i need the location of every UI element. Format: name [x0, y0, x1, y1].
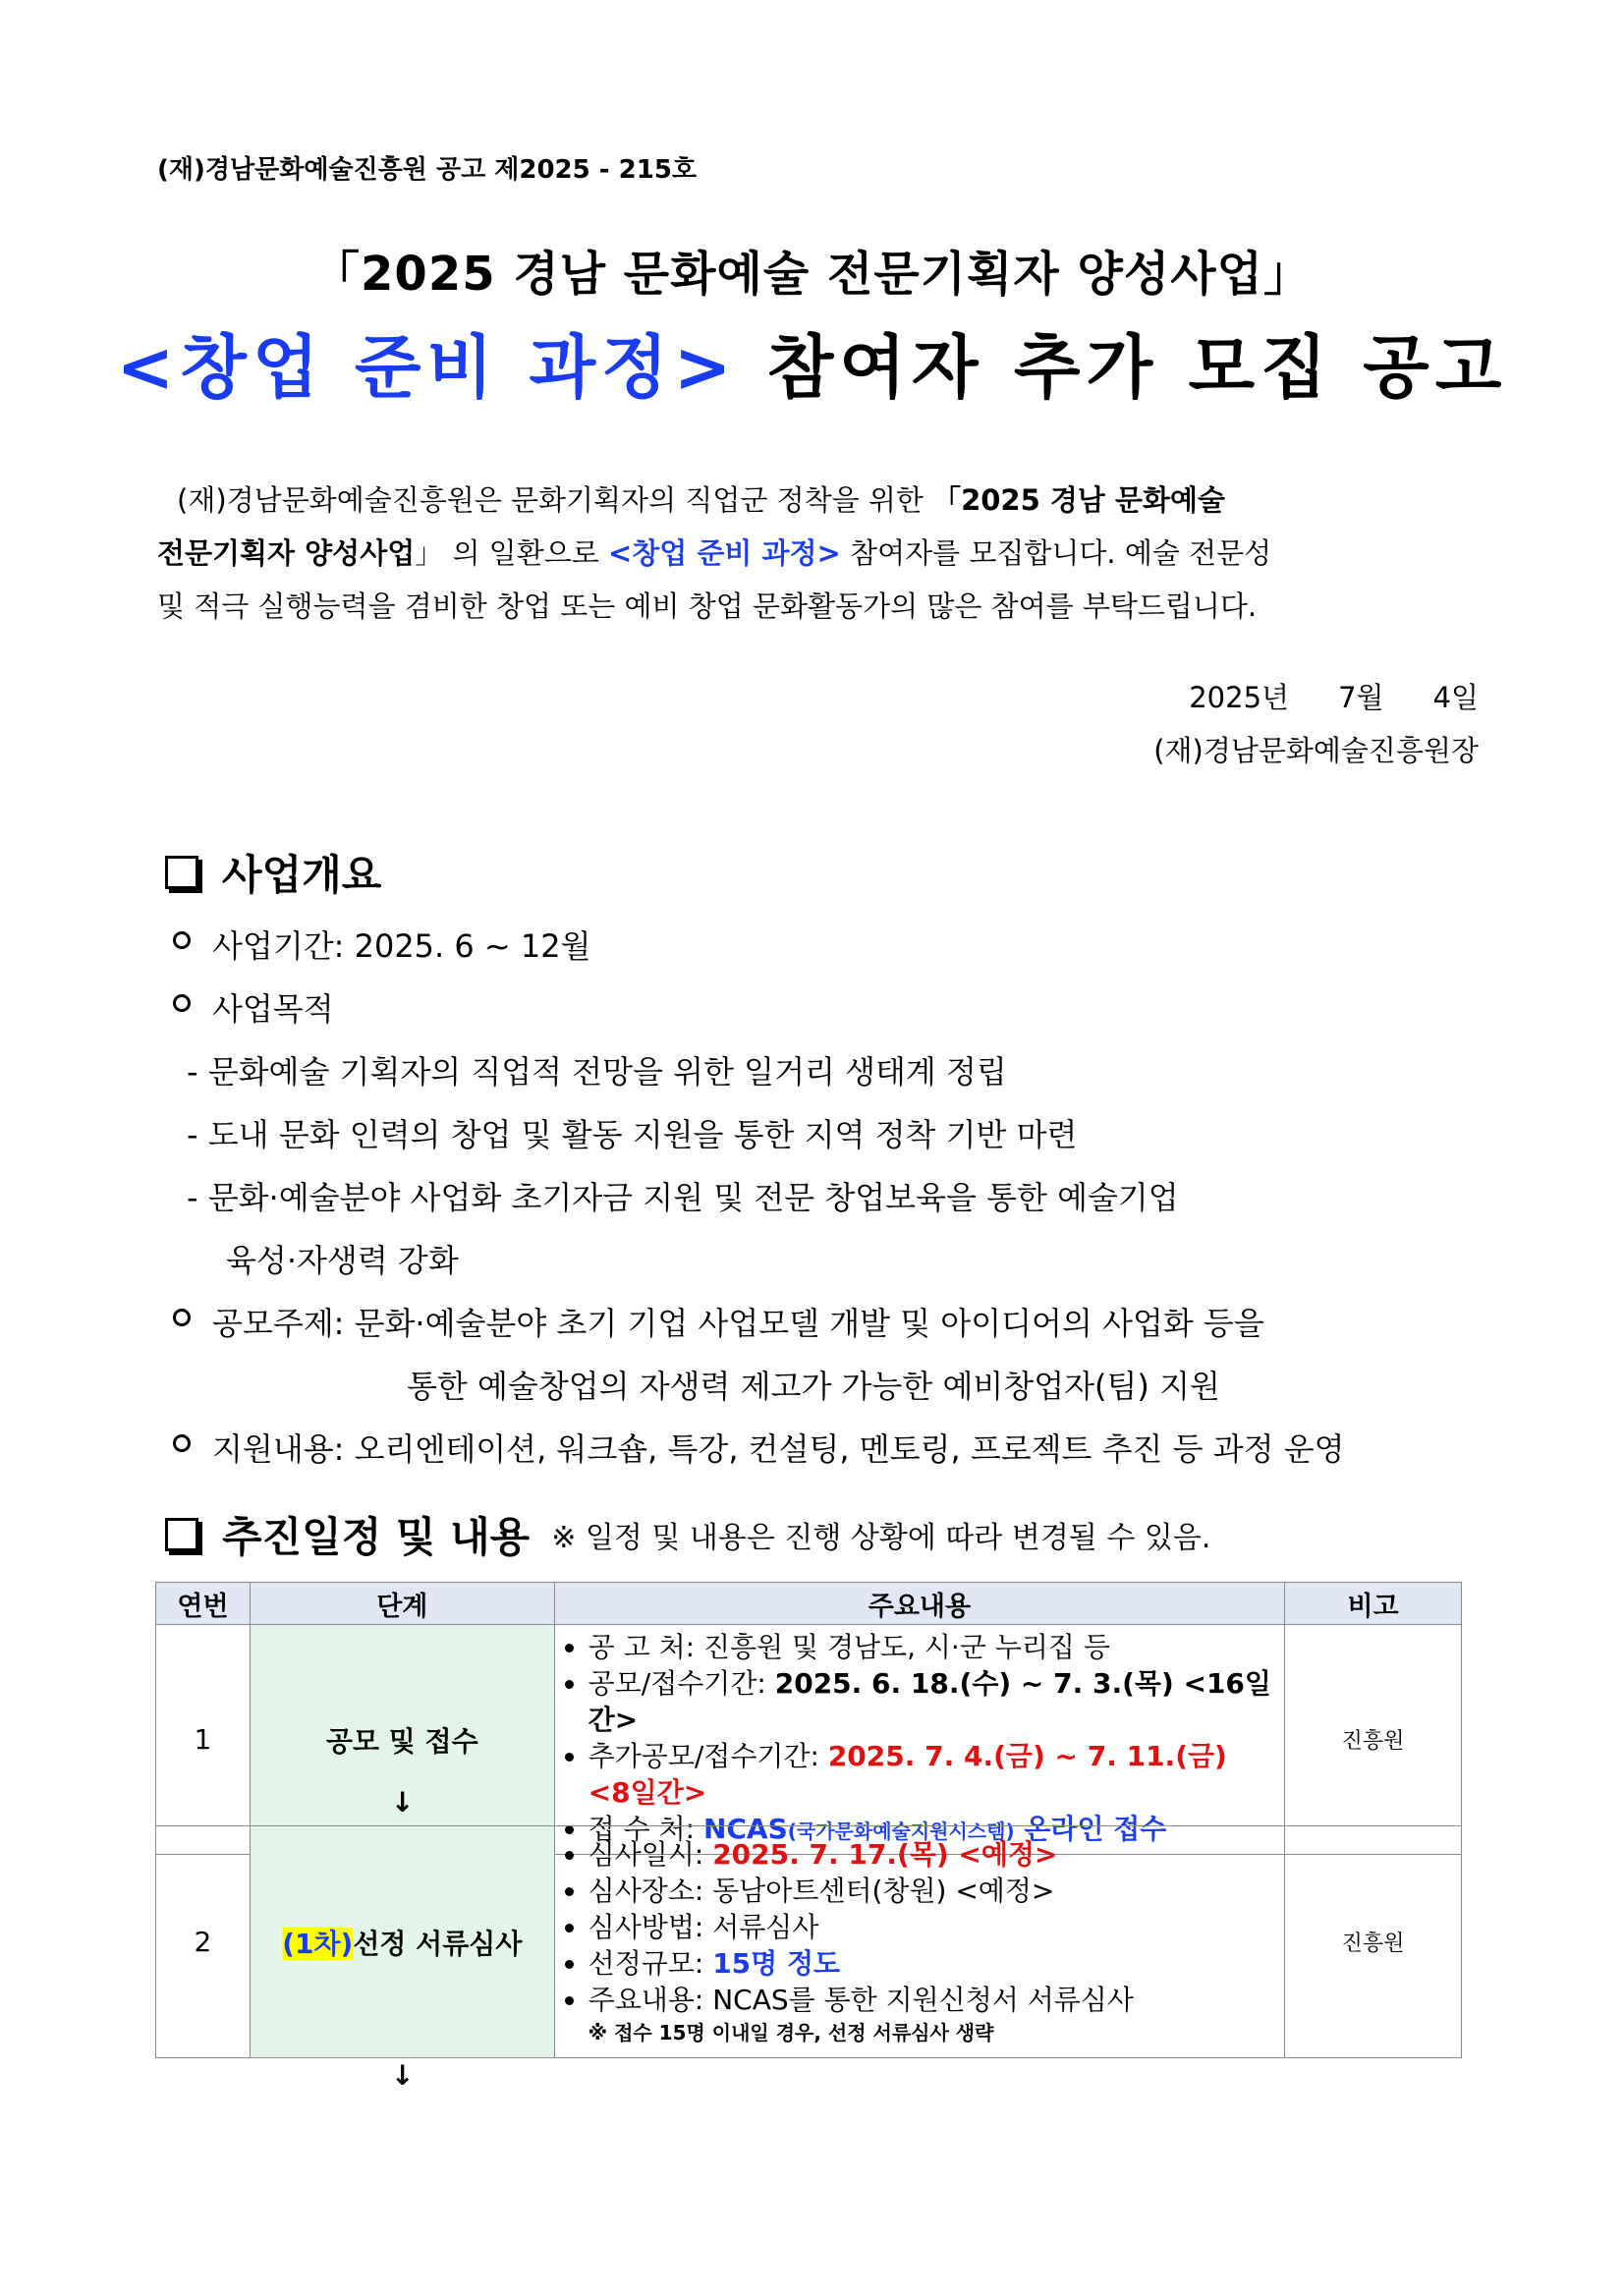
row-number: 2 — [156, 1826, 251, 2058]
intro-text: 」 의 일환으로 — [415, 536, 608, 570]
bullet-period — [173, 922, 591, 967]
title-line-2-rest: 참여자 추가 모집 공고 — [737, 327, 1508, 408]
content-item: • 심사장소: 동남아트센터(창원) <예정> — [588, 1873, 1274, 1909]
down-arrow-icon: ↓ — [391, 1786, 415, 1819]
date-year: 2025년 — [1189, 681, 1290, 714]
intro-paragraph — [157, 474, 1479, 633]
row-stage: 공모 및 접수 — [250, 1625, 554, 1855]
bullet-text: 지원내용: 오리엔테이션, 워크숍, 특강, 컨설팅, 멘토링, 프로젝트 추진 등 과정 운영 — [212, 1430, 1345, 1468]
content-item — [588, 1738, 1274, 1811]
section-title: 사업개요 — [222, 851, 382, 899]
column-header: 단계 — [250, 1583, 554, 1625]
schedule-table-cont — [155, 1825, 1462, 2058]
purpose-item: - 도내 문화 인력의 창업 및 활동 지원을 통한 지역 정착 기반 마련 — [187, 1116, 1078, 1153]
content-value-highlight: 온라인 접수 — [1014, 1813, 1167, 1845]
date-day: 4일 — [1432, 681, 1479, 714]
theme-cont: 통한 예술창업의 자생력 제고가 가능한 예비창업자(팀) 지원 — [407, 1368, 1220, 1405]
bullet-theme — [173, 1299, 1264, 1344]
circle-bullet-icon — [173, 1434, 191, 1452]
table-row — [156, 1826, 1462, 2058]
announcement-date — [1189, 676, 1479, 716]
notice-number: (재)경남문화예술진흥원 공고 제2025 - 215호 — [157, 155, 698, 185]
bullet-support — [173, 1425, 1345, 1470]
content-label: 추가공모/접수기간: — [588, 1740, 828, 1772]
row-remark: 진흥원 — [1285, 1625, 1462, 1855]
table-header-row — [156, 1583, 1462, 1625]
checkbox-square-icon — [165, 856, 198, 889]
intro-project-name-cont: 전문기획자 양성사업 — [157, 536, 416, 570]
column-header: 주요내용 — [554, 1583, 1284, 1625]
content-item — [588, 1665, 1274, 1738]
row-stage — [250, 1826, 554, 2058]
intro-text: (재)경남문화예술진흥원은 문화기획자의 직업군 정착을 위한 — [177, 483, 933, 517]
content-value-highlight: 2025. 7. 4.(금) ~ 7. 11.(금) <8일간> — [588, 1740, 1227, 1809]
content-item — [588, 1945, 1274, 1982]
intro-line-2 — [157, 527, 1479, 580]
purpose-item-cont: 육성·자생력 강화 — [226, 1242, 459, 1279]
content-value-highlight: 2025. 7. 17.(목) <예정> — [712, 1838, 1058, 1871]
content-item: • 주요내용: NCAS를 통한 지원신청서 서류심사 — [588, 1982, 1274, 2018]
title-line-1: 「2025 경남 문화예술 전문기획자 양성사업」 — [312, 247, 1312, 302]
intro-program-name: <창업 준비 과정> — [607, 536, 841, 570]
intro-line-3: 및 적극 실행능력을 겸비한 창업 또는 예비 창업 문화활동가의 많은 참여를 부탁드립니다. — [157, 589, 1258, 623]
stage-highlight: (1차) — [282, 1927, 354, 1960]
purpose-item: - 문화·예술분야 사업화 초기자금 지원 및 전문 창업보육을 통한 예술기업 — [187, 1179, 1179, 1216]
column-header: 비고 — [1285, 1583, 1462, 1625]
section-note: ※ 일정 및 내용은 진행 상황에 따라 변경될 수 있음. — [551, 1521, 1211, 1555]
row-remark: 진흥원 — [1285, 1826, 1462, 2058]
circle-bullet-icon — [173, 1309, 191, 1326]
bullet-text: 사업목적 — [212, 990, 334, 1028]
content-label: 접 수 처: — [588, 1813, 703, 1845]
content-item: • 심사방법: 서류심사 — [588, 1909, 1274, 1945]
content-item — [588, 1836, 1274, 1873]
date-month: 7월 — [1338, 681, 1384, 714]
content-value-sub: (국가문화예술지원시스템) — [787, 1820, 1015, 1843]
circle-bullet-icon — [173, 994, 191, 1012]
checkbox-square-icon — [165, 1518, 198, 1551]
bullet-text: 공모주제: 문화·예술분야 초기 기업 사업모델 개발 및 아이디어의 사업화 등을 — [212, 1305, 1264, 1342]
content-value-highlight: NCAS — [702, 1813, 788, 1845]
table-row — [156, 1625, 1462, 1855]
content-note: ※ 접수 15명 이내일 경우, 선정 서류심사 생략 — [588, 2021, 994, 2044]
title-program-name: <창업 준비 과정> — [116, 327, 738, 408]
bullet-text: 사업기간: 2025. 6 ~ 12월 — [212, 927, 591, 965]
row-content — [554, 1625, 1284, 1855]
content-label: 공모/접수기간: — [588, 1667, 775, 1700]
intro-line-1 — [157, 474, 1479, 527]
purpose-item: - 문화예술 기획자의 직업적 전망을 위한 일거리 생태계 정립 — [187, 1053, 1007, 1091]
circle-bullet-icon — [173, 931, 191, 949]
section-heading-overview — [165, 843, 381, 902]
content-value-highlight: 15명 정도 — [712, 1947, 841, 1980]
row-number: 1 — [156, 1625, 251, 1855]
row-content — [554, 1826, 1284, 2058]
intro-text: 참여자를 모집합니다. 예술 전문성 — [840, 536, 1272, 570]
content-label: 심사일시: — [588, 1838, 713, 1871]
content-value: 2025. 6. 18.(수) ~ 7. 3.(목) <16일간> — [588, 1667, 1271, 1736]
content-item: • 공 고 처: 진흥원 및 경남도, 시·군 누리집 등 — [588, 1629, 1274, 1665]
issuer-name: (재)경남문화예술진흥원장 — [1153, 734, 1479, 767]
down-arrow-icon: ↓ — [391, 2059, 415, 2092]
section-title: 추진일정 및 내용 — [222, 1513, 531, 1561]
schedule-table — [155, 1582, 1462, 1855]
title-line-2 — [0, 312, 1624, 412]
stage-text: 선정 서류심사 — [353, 1927, 523, 1960]
column-header: 연번 — [156, 1583, 251, 1625]
section-heading-schedule — [165, 1505, 1210, 1564]
content-label: 선정규모: — [588, 1947, 713, 1980]
intro-project-name: 「2025 경남 문화예술 — [932, 483, 1226, 517]
bullet-purpose — [173, 984, 334, 1030]
